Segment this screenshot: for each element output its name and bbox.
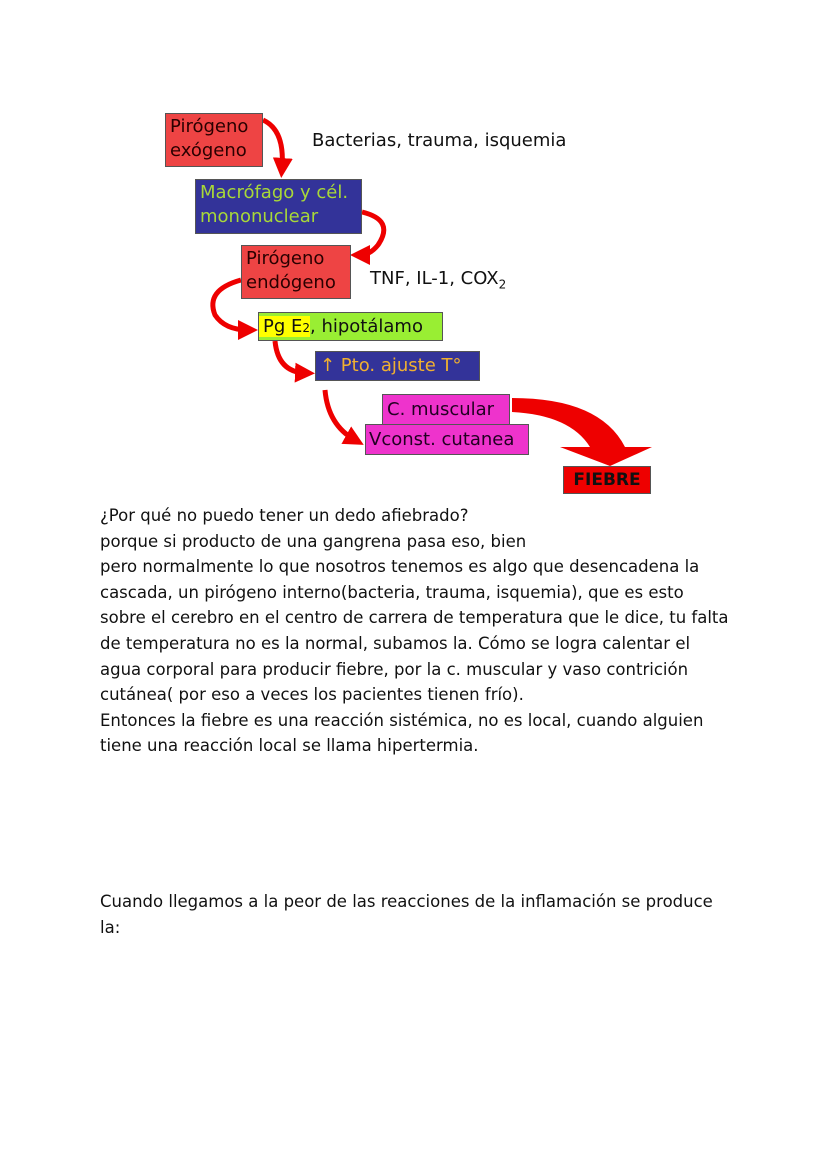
text-line: cascada, un pirógeno interno(bacteria, trauma, isquemia), que es esto [100,582,684,602]
arrow-2 [360,212,384,255]
pge-sub: 2 [302,321,311,335]
vasoconstriction-box: Vconst. cutanea [365,424,529,455]
fever-arrow [512,398,652,466]
exogenous-pyrogen-box [165,113,263,167]
arrow-4 [275,341,305,373]
text-line: agua corporal para producir fiebre, por la c. muscular y vaso contrición [100,659,689,679]
paragraph-1 [100,503,740,759]
box-text: mononuclear [200,206,319,227]
box-text: endógeno [246,272,336,293]
box-text: Macrófago y cél. [200,182,349,203]
paragraph-2 [100,889,740,940]
text-line: Cuando llegamos a la peor de las reacciones de la inflamación se produce [100,892,713,911]
hypothalamus-text: , hipotálamo [310,316,423,337]
text-line: porque si producto de una gangrena pasa eso, bien [100,531,527,551]
box-text: exógeno [170,140,247,161]
pge2-box [258,312,443,341]
arrow-5 [325,390,355,440]
arrow-1 [263,120,282,168]
text-line: cutánea( por eso a veces los pacientes tienen frío). [100,685,524,705]
box-text: Pirógeno [246,248,325,269]
text-line: Entonces la fiebre es una reacción sistémica, no es local, cuando alguien [100,710,704,730]
endogenous-pyrogen-box [241,245,351,299]
text-line: tiene una reacción local se llama hipertermia. [100,736,479,756]
mediators [370,268,506,292]
macrophage-box [195,179,362,234]
pge-text: Pg E [263,316,303,337]
mediators-sub: 2 [498,277,507,292]
text-line: sobre el cerebro en el centro de carrera de temperatura que le dice, tu falta [100,608,729,628]
mediators-text: TNF, IL-1, COX [370,268,499,289]
muscular-box: C. muscular [382,394,510,425]
setpoint-box: ↑ Pto. ajuste T° [315,351,480,381]
fever-box: FIEBRE [563,466,651,494]
pge2-highlight [259,316,310,337]
text-line: ¿Por qué no puedo tener un dedo afiebrado? [100,506,469,525]
text-line: pero normalmente lo que nosotros tenemos es algo que desencadena la [100,557,700,577]
text-line: la: [100,917,121,937]
box-text: Pirógeno [170,116,249,137]
exogenous-causes: Bacterias, trauma, isquemia [312,130,567,151]
text-line: de temperatura no es la normal, subamos la. Cómo se logra calentar el [100,633,691,653]
